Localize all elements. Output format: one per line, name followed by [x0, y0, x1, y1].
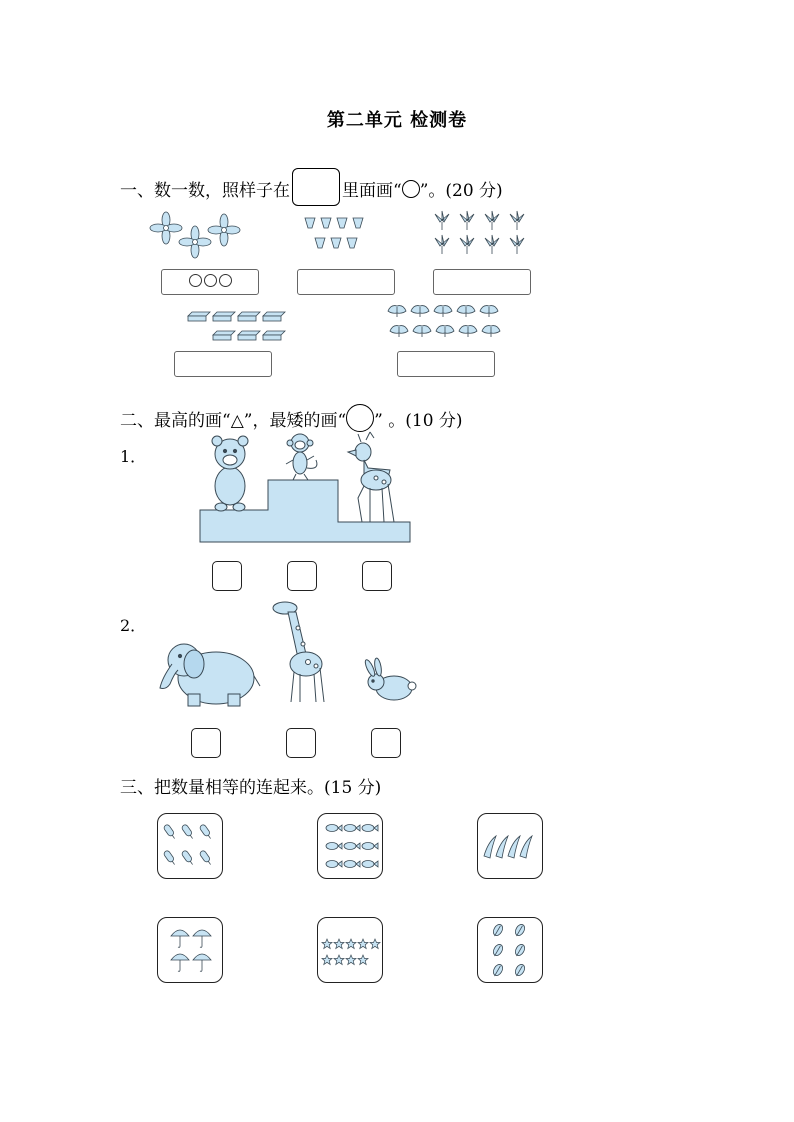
rabbit-icon — [363, 658, 416, 700]
q1-suffix: ”。(20 分) — [419, 181, 503, 201]
star-icon — [346, 955, 356, 965]
banana-group — [478, 814, 542, 878]
sample-square — [292, 168, 340, 206]
circle-mark-icon — [189, 274, 202, 287]
umbrella-icon — [193, 954, 211, 971]
star-icon — [358, 939, 368, 949]
q2-prefix: 二、最高的画“△”，最矮的画“ — [120, 411, 347, 431]
answer-square-deer[interactable] — [362, 561, 392, 591]
popsicle-icon — [199, 824, 213, 841]
lily-icon — [485, 235, 499, 254]
umbrella-icon — [171, 930, 189, 947]
leaf-cluster-icon — [480, 306, 498, 317]
cup-group — [303, 216, 373, 256]
sub-question-2-label: 2． — [120, 616, 147, 635]
leaf-icon — [513, 943, 526, 958]
answer-square-elephant[interactable] — [191, 728, 221, 758]
cup-icon — [331, 238, 341, 248]
eraser-icon — [263, 331, 285, 340]
flower-icon — [208, 214, 240, 246]
fish-icon — [326, 861, 342, 868]
lily-icon — [485, 211, 499, 230]
leaf-cluster-icon — [459, 326, 477, 337]
star-icon — [334, 955, 344, 965]
leaf-cluster-icon — [388, 306, 406, 317]
question-1-heading — [120, 168, 503, 206]
star-icon — [322, 955, 332, 965]
elephant-icon — [160, 644, 260, 706]
popsicle-icon — [199, 850, 213, 867]
star-group — [318, 918, 382, 982]
banana-icon — [520, 836, 532, 858]
eraser-group — [186, 310, 290, 346]
eraser-icon — [263, 312, 285, 321]
sub-question-1-label: 1． — [120, 447, 147, 466]
question-3-heading: 三、把数量相等的连起来。(15 分) — [120, 778, 382, 798]
umbrella-icon — [193, 930, 211, 947]
popsicle-group — [158, 814, 222, 878]
circle-mark-icon — [219, 274, 232, 287]
umbrella-group — [158, 918, 222, 982]
popsicle-icon — [163, 824, 177, 841]
animals-scene — [158, 598, 418, 708]
flower-icon — [179, 226, 211, 258]
fish-icon — [362, 843, 378, 850]
leaf-cluster-group — [387, 302, 503, 344]
leaf-icon — [491, 923, 504, 938]
leaf-group — [478, 918, 542, 982]
eraser-icon — [188, 312, 210, 321]
star-icon — [370, 939, 380, 949]
q2-suffix: ” 。(10 分) — [374, 411, 463, 431]
cup-icon — [321, 218, 331, 228]
fish-icon — [326, 843, 342, 850]
banana-icon — [484, 836, 496, 858]
lily-icon — [510, 211, 524, 230]
fish-icon — [344, 843, 360, 850]
monkey-icon — [286, 434, 317, 480]
answer-box-erasers[interactable] — [174, 351, 272, 377]
giraffe-icon — [273, 602, 324, 702]
circle-mark-icon — [204, 274, 217, 287]
q1-prefix: 一、数一数，照样子在 — [120, 181, 290, 201]
leaf-icon — [513, 923, 526, 938]
fish-icon — [344, 825, 360, 832]
fish-group — [318, 814, 382, 878]
podium-scene — [198, 430, 412, 546]
leaf-cluster-icon — [413, 326, 431, 337]
answer-square-giraffe[interactable] — [286, 728, 316, 758]
eraser-icon — [213, 312, 235, 321]
answer-box-flowers[interactable] — [161, 269, 259, 295]
answer-box-leaf-clusters[interactable] — [397, 351, 495, 377]
star-icon — [346, 939, 356, 949]
lily-icon — [435, 235, 449, 254]
cup-icon — [305, 218, 315, 228]
eraser-icon — [238, 312, 260, 321]
cup-icon — [315, 238, 325, 248]
star-icon — [322, 939, 332, 949]
answer-box-cups[interactable] — [297, 269, 395, 295]
cup-icon — [337, 218, 347, 228]
bear-icon — [212, 436, 248, 511]
answer-square-monkey[interactable] — [287, 561, 317, 591]
card-leaves[interactable] — [477, 917, 543, 983]
leaf-cluster-icon — [436, 326, 454, 337]
umbrella-icon — [171, 954, 189, 971]
flower-icon — [150, 212, 182, 244]
leaf-icon — [491, 943, 504, 958]
star-icon — [358, 955, 368, 965]
question-2-heading — [120, 404, 463, 432]
lily-icon — [435, 211, 449, 230]
lily-icon — [510, 235, 524, 254]
card-bananas[interactable] — [477, 813, 543, 879]
fish-icon — [362, 861, 378, 868]
leaf-cluster-icon — [390, 326, 408, 337]
deer-icon — [348, 432, 394, 522]
sample-circle-icon — [346, 404, 374, 432]
leaf-cluster-icon — [457, 306, 475, 317]
fish-icon — [362, 825, 378, 832]
fish-icon — [326, 825, 342, 832]
lily-group — [432, 210, 532, 260]
card-umbrellas[interactable] — [157, 917, 223, 983]
leaf-cluster-icon — [482, 326, 500, 337]
cup-icon — [347, 238, 357, 248]
answer-square-rabbit[interactable] — [371, 728, 401, 758]
card-fish[interactable] — [317, 813, 383, 879]
eraser-icon — [238, 331, 260, 340]
popsicle-icon — [181, 824, 195, 841]
card-stars[interactable] — [317, 917, 383, 983]
answer-box-lilies[interactable] — [433, 269, 531, 295]
leaf-icon — [513, 963, 526, 978]
leaf-cluster-icon — [411, 306, 429, 317]
page-title: 第二单元 检测卷 — [326, 110, 468, 131]
popsicle-icon — [163, 850, 177, 867]
popsicle-icon — [181, 850, 195, 867]
banana-icon — [508, 836, 520, 858]
leaf-cluster-icon — [434, 306, 452, 317]
lily-icon — [460, 211, 474, 230]
star-icon — [334, 939, 344, 949]
banana-icon — [496, 836, 508, 858]
cup-icon — [353, 218, 363, 228]
leaf-icon — [491, 963, 504, 978]
lily-icon — [460, 235, 474, 254]
card-popsicles[interactable] — [157, 813, 223, 879]
answer-square-bear[interactable] — [212, 561, 242, 591]
sample-circle-icon — [402, 180, 420, 198]
q1-middle: 里面画“ — [342, 181, 402, 201]
flower-group — [150, 210, 240, 260]
fish-icon — [344, 861, 360, 868]
eraser-icon — [213, 331, 235, 340]
